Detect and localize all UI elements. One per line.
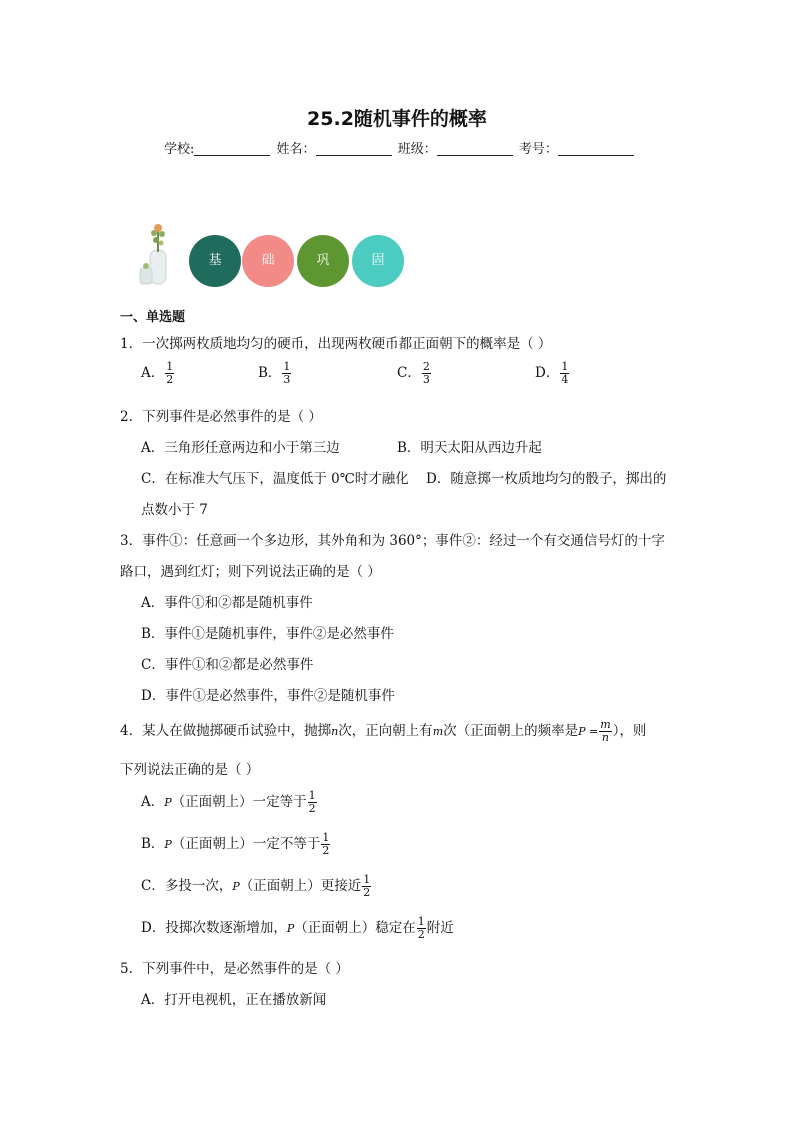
banner-circle-gu: 固 [352, 235, 404, 287]
q4-option-a: A．P（正面朝上）一定等于 $\frac{1}{2}$ [141, 789, 316, 815]
q5-option-a: A．打开电视机，正在播放新闻 [141, 992, 327, 1008]
banner-circle-ji: 基 [189, 235, 241, 287]
plant-vase-icon [136, 222, 182, 288]
q4-option-d: D．投掷次数逐渐增加，P（正面朝上）稳定在 $\frac{1}{2}$ 附近 [141, 915, 454, 941]
q4-stem-line2: 下列说法正确的是（ ） [120, 762, 260, 778]
class-label: 班级： [397, 142, 437, 157]
q3-option-a: A．事件①和②都是随机事件 [141, 595, 313, 611]
q1-option-c: C． $\frac{2}{3}$ [397, 360, 430, 386]
q1-option-a: A． $\frac{1}{2}$ [141, 360, 174, 386]
q4-option-b: B．P（正面朝上）一定不等于 $\frac{1}{2}$ [141, 831, 330, 857]
q3-option-b: B．事件①是随机事件，事件②是必然事件 [141, 626, 394, 642]
class-blank [437, 141, 513, 156]
q2-option-a: A．三角形任意两边和小于第三边 [141, 440, 340, 456]
q2-option-c: C．在标准大气压下，温度低于 0℃时才融化 [141, 471, 409, 487]
q3-stem-line1: 3．事件①：任意画一个多边形，其外角和为 360°；事件②：经过一个有交通信号灯的十字 [120, 533, 665, 549]
q3-stem-line2: 路口，遇到红灯；则下列说法正确的是（ ） [120, 564, 381, 580]
q1-option-b: B． $\frac{1}{3}$ [258, 360, 291, 386]
q5-stem: 5．下列事件中，是必然事件的是（ ） [120, 961, 349, 977]
name-label: 姓名： [276, 142, 316, 157]
q2-option-d-continued: 点数小于 7 [141, 502, 208, 518]
q2-option-b: B．明天太阳从西边升起 [397, 440, 542, 456]
q1-stem: 1．一次掷两枚质地均匀的硬币，出现两枚硬币都正面朝下的概率是（ ） [120, 336, 552, 352]
student-info-line [164, 138, 636, 157]
page-title: 25.2随机事件的概率 [307, 108, 487, 130]
banner-circle-gong: 巩 [297, 235, 349, 287]
q1-option-d: D． $\frac{1}{4}$ [535, 360, 569, 386]
school-label: 学校: [164, 142, 195, 157]
q3-option-c: C．事件①和②都是必然事件 [141, 657, 314, 673]
number-blank [558, 141, 634, 156]
q2-option-d: D．随意掷一枚质地均匀的骰子，掷出的 [426, 471, 667, 487]
q4-option-c: C．多投一次，P（正面朝上）更接近 $\frac{1}{2}$ [141, 873, 371, 899]
name-blank [316, 141, 392, 156]
q3-option-d: D．事件①是必然事件，事件②是随机事件 [141, 688, 395, 704]
number-label: 考号： [518, 142, 558, 157]
banner-circle-chu: 础 [242, 235, 294, 287]
section-title: 一、单选题 [120, 310, 186, 325]
school-blank [194, 141, 270, 156]
q4-stem-line1: 4．某人在做抛掷硬币试验中，抛掷n次，正向朝上有m次（正面朝上的频率是P = $\frac{m}{n}$ ），则 [120, 718, 647, 744]
q2-stem: 2．下列事件是必然事件的是（ ） [120, 409, 322, 425]
